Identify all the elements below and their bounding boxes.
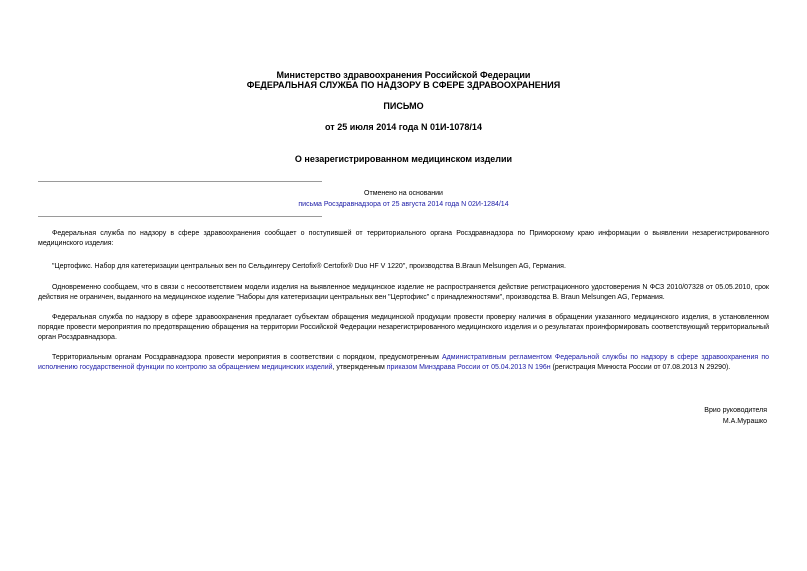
document-subject: О незарегистрированном медицинском изделии	[294, 154, 513, 164]
paragraph-5	[38, 353, 769, 373]
signature-name: М.А.Мурашко	[722, 418, 767, 425]
paragraph-5-text-mid: , утвержденным	[332, 364, 387, 371]
cancel-note-line	[0, 200, 807, 210]
paragraph-2-text: "Цертофикс. Набор для катетеризации центральных вен по Сельдингеру Certofix® Certofix® Duo HF V 1220", производства B.Braun Melsungen AG, Германия.	[52, 263, 566, 270]
document-type: ПИСЬМО	[383, 101, 424, 111]
service-title: ФЕДЕРАЛЬНАЯ СЛУЖБА ПО НАДЗОРУ В СФЕРЕ ЗДРАВООХРАНЕНИЯ	[246, 80, 561, 90]
cancel-letter-link[interactable]: письма Росздравнадзора от 25 августа 2014 года N 02И-1284/14	[298, 201, 509, 208]
paragraph-2	[38, 262, 769, 272]
document-date-number: от 25 июля 2014 года N 01И-1078/14	[325, 122, 482, 132]
paragraph-5-text-end: (регистрация Минюста России от 07.08.2013 N 29290).	[550, 364, 731, 371]
paragraph-4-text: Федеральная служба по надзору в сфере здравоохранения предлагает субъектам обращения медицинской продукции провести проверку наличия в обращении указанного медицинского изделия, в установленном порядке провести мероприятия по предотвращению обращения на территории Российской Федерации незарегистрированного медицинского изделия и о результатах проинформировать соответствующий территориальный орган Росздравнадзора.	[38, 314, 769, 341]
paragraph-3-text: Одновременно сообщаем, что в связи с несоответствием модели изделия на выявленное медицинское изделие не распространяется действие регистрационного удостоверения N ФСЗ 2010/07328 от 05.05.2010, срок действия не ограничен, выданного на медицинское изделие "Наборы для катетеризации центральных вен "Цертофикс" с принадлежностями", производства B. Braun Melsungen AG, Германия.	[38, 284, 769, 301]
paragraph-3	[38, 283, 769, 303]
separator-top	[38, 181, 322, 182]
order-link[interactable]: приказом Минздрава России от 05.04.2013 N 196н	[386, 364, 551, 371]
ministry-title: Министерство здравоохранения Российской Федерации	[276, 70, 531, 80]
paragraph-4	[38, 313, 769, 343]
paragraph-1	[38, 229, 769, 249]
separator-bottom	[38, 216, 322, 217]
regulation-link[interactable]: Административным регламентом Федеральной службы по надзору в сфере здравоохранения по исполнению государственной функции по контролю за обращением медицинских изделий	[38, 354, 769, 371]
signature-position: Врио руководителя	[704, 407, 767, 414]
paragraph-1-text: Федеральная служба по надзору в сфере здравоохранения сообщает о поступившей от территориального органа Росздравнадзора по Приморскому краю информации о выявлении незарегистрированного медицинского изделия:	[38, 230, 769, 247]
paragraph-5-text-start: Территориальным органам Росздравнадзора провести мероприятия в соответствии с порядком, предусмотренным	[52, 354, 442, 361]
cancel-note-text: Отменено на основании	[364, 190, 443, 197]
